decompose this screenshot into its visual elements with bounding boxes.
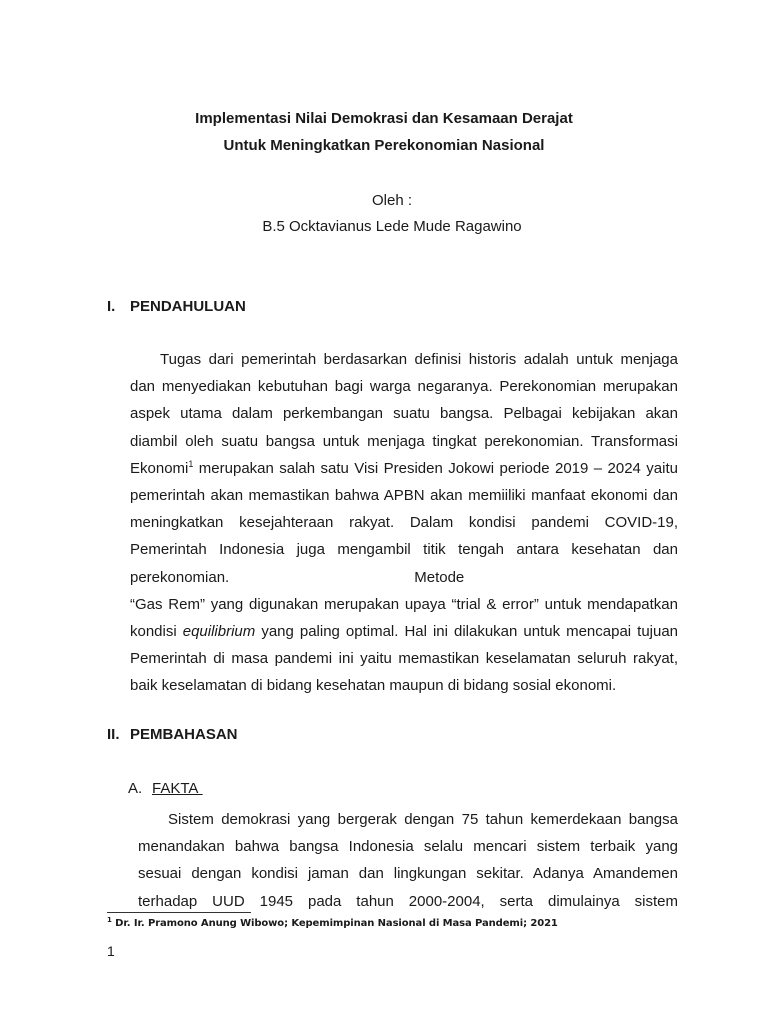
line-left-word: perekonomian. xyxy=(130,568,230,586)
subsection-heading-fakta xyxy=(128,780,203,797)
author-name: B.5 Ocktavianus Lede Mude Ragawino xyxy=(262,218,522,235)
footnote-reference: 1 xyxy=(188,458,194,469)
page-number: 1 xyxy=(107,943,115,959)
paragraph-line: dan menyediakan kebutuhan bagi warga negaranya. Perekonomian merupakan xyxy=(130,378,678,396)
paragraph-line: pemerintah akan memastikan bahwa APBN akan memiiliki manfaat ekonomi dan xyxy=(130,487,678,505)
italic-term: equilibrium xyxy=(182,623,256,641)
pendahuluan-paragraph xyxy=(130,346,678,700)
paragraph-line: Pemerintah Indonesia juga mengambil titik tengah antara kesehatan dan xyxy=(130,541,678,559)
section-number: II. xyxy=(107,726,120,743)
subsection-letter: A. xyxy=(128,780,143,797)
byline-label: Oleh : xyxy=(371,192,413,209)
paragraph-line: terhadap UUD 1945 pada tahun 2000-2004, serta dimulainya sistem xyxy=(138,892,678,910)
paragraph-line xyxy=(130,564,678,591)
paragraph-line: baik keselamatan di bidang kesehatan maupun di bidang sosial ekonomi. xyxy=(130,677,617,695)
section-number: I. xyxy=(107,298,116,315)
line-right-word: Metode xyxy=(414,568,465,586)
line-start-word: Ekonomi xyxy=(130,459,189,477)
line-rest: merupakan salah satu Visi Presiden Jokowi periode 2019 – 2024 yaitu xyxy=(198,459,678,477)
section-title: PENDAHULUAN xyxy=(130,298,246,315)
footnote xyxy=(107,918,558,929)
paragraph-line: aspek utama dalam perkembangan suatu bangsa. Pelbagai kebijakan akan xyxy=(130,405,678,423)
fakta-paragraph xyxy=(138,806,678,915)
document-title-line-2: Untuk Meningkatkan Perekonomian Nasional xyxy=(223,137,545,154)
paragraph-line: Tugas dari pemerintah berdasarkan definisi historis adalah untuk menjaga xyxy=(160,351,678,368)
paragraph-line: Sistem demokrasi yang bergerak dengan 75 tahun kemerdekaan bangsa xyxy=(168,811,678,828)
paragraph-line: Pemerintah di masa pandemi ini yaitu memastikan keselamatan seluruh rakyat, xyxy=(130,650,678,668)
section-title: PEMBAHASAN xyxy=(130,726,238,743)
section-heading-pembahasan xyxy=(107,726,238,743)
paragraph-line: sesuai dengan kondisi jaman dan lingkungan sekitar. Adanya Amandemen xyxy=(138,865,678,883)
paragraph-line: diambil oleh suatu bangsa untuk menjaga tingkat perekonomian. Transformasi xyxy=(130,432,678,450)
paragraph-line: meningkatkan kesejahteraan rakyat. Dalam kondisi pandemi COVID-19, xyxy=(130,514,678,532)
footnote-separator xyxy=(107,912,251,913)
line-rest: yang paling optimal. Hal ini dilakukan untuk mencapai tujuan xyxy=(261,623,679,641)
paragraph-line: “Gas Rem” yang digunakan merupakan upaya “trial & error” untuk mendapatkan xyxy=(130,595,678,613)
paragraph-line xyxy=(130,455,678,482)
paragraph-line: menandakan bahwa bangsa Indonesia selalu mencari sistem terbaik yang xyxy=(138,838,678,856)
paragraph-line xyxy=(130,618,678,645)
document-title-line-1: Implementasi Nilai Demokrasi dan Kesamaan Derajat xyxy=(195,110,573,127)
line-start-word: kondisi xyxy=(130,623,177,641)
subsection-title: FAKTA xyxy=(152,780,199,797)
footnote-text: Dr. Ir. Pramono Anung Wibowo; Kepemimpinan Nasional di Masa Pandemi; 2021 xyxy=(115,918,558,929)
section-heading-pendahuluan xyxy=(107,298,246,315)
footnote-number: 1 xyxy=(107,916,112,924)
